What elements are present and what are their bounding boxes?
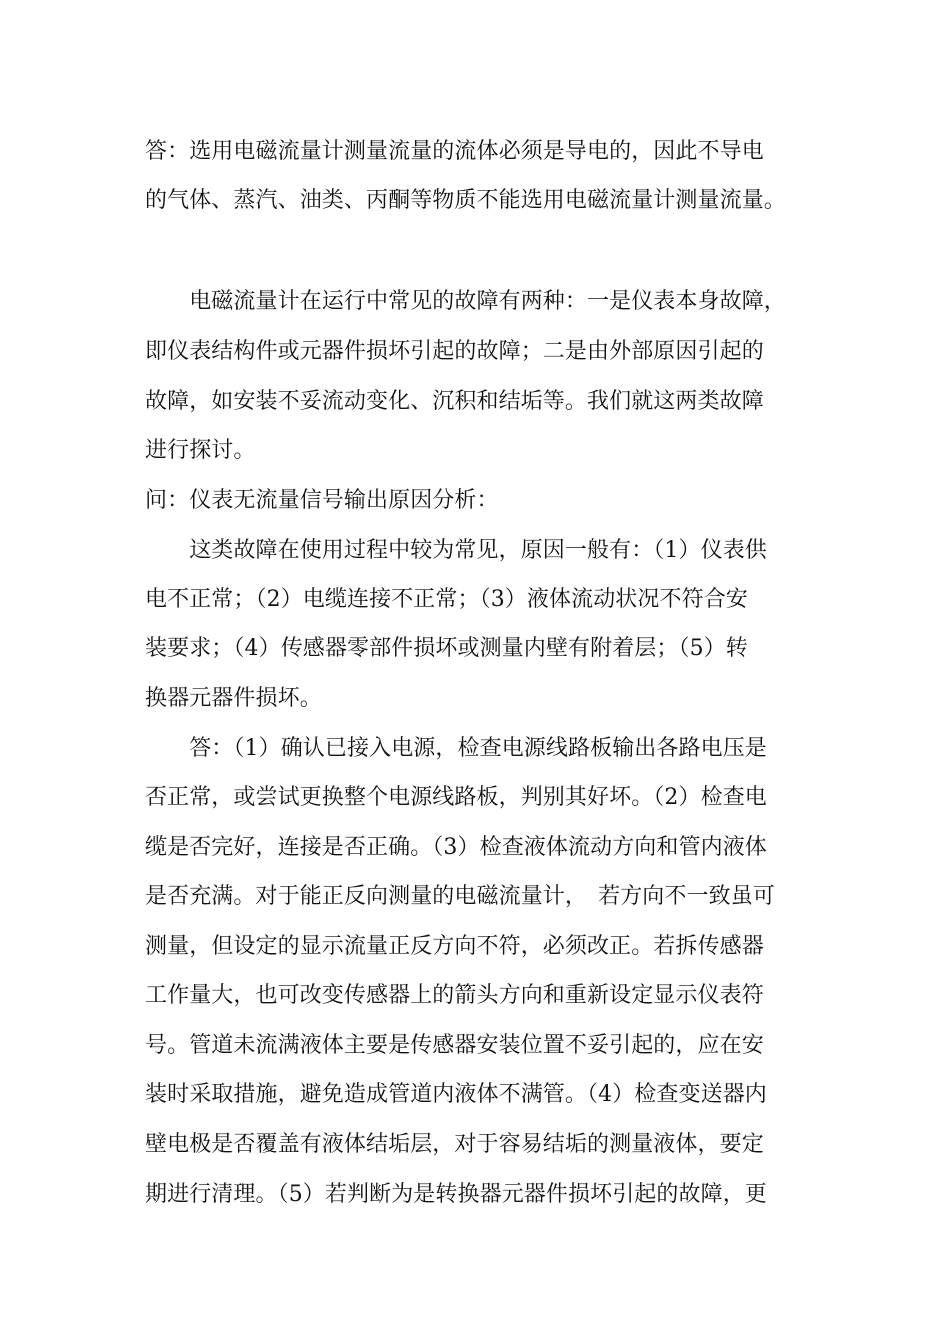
cause-paragraph-line-4: 换器元器件损坏。 — [145, 686, 322, 711]
solution-paragraph-line-5: 测量，但设定的显示流量正反方向不符，必须改正。若拆传感器 — [145, 934, 764, 959]
answer-line-2: 的气体、蒸汽、油类、丙酮等物质不能选用电磁流量计测量流量。 — [145, 188, 786, 213]
solution-paragraph-line-9: 壁电极是否覆盖有液体结垢层，对于容易结垢的测量液体，要定 — [145, 1132, 764, 1157]
intro-paragraph-line-1: 电磁流量计在运行中常见的故障有两种：一是仪表本身故障， — [145, 289, 786, 314]
solution-paragraph-line-6: 工作量大，也可改变传感器上的箭头方向和重新设定显示仪表符 — [145, 983, 764, 1008]
answer-line-1: 答：选用电磁流量计测量流量的流体必须是导电的，因此不导电 — [145, 139, 764, 164]
solution-paragraph-line-1: 答：（1）确认已接入电源，检查电源线路板输出各路电压是 — [145, 736, 767, 761]
cause-paragraph-line-1: 这类故障在使用过程中较为常见，原因一般有：（1）仪表供 — [145, 538, 767, 563]
intro-paragraph-line-4: 进行探讨。 — [145, 438, 256, 463]
solution-paragraph-line-4: 是否充满。对于能正反向测量的电磁流量计， 若方向不一致虽可 — [145, 884, 775, 909]
intro-paragraph-line-2: 即仪表结构件或元器件损坏引起的故障；二是由外部原因引起的 — [145, 339, 764, 364]
solution-paragraph-line-7: 号。管道未流满液体主要是传感器安装位置不妥引起的，应在安 — [145, 1033, 764, 1058]
question-heading: 问：仪表无流量信号输出原因分析： — [145, 488, 499, 513]
solution-paragraph-line-10: 期进行清理。（5）若判断为是转换器元器件损坏引起的故障，更 — [145, 1182, 767, 1207]
cause-paragraph-line-3: 装要求；（4）传感器零部件损坏或测量内壁有附着层；（5）转 — [145, 636, 748, 661]
solution-paragraph-line-3: 缆是否完好，连接是否正确。（3）检查液体流动方向和管内液体 — [145, 835, 767, 860]
solution-paragraph-line-2: 否正常，或尝试更换整个电源线路板，判别其好坏。（2）检查电 — [145, 785, 767, 810]
solution-paragraph-line-8: 装时采取措施，避免造成管道内液体不满管。（4）检查变送器内 — [145, 1082, 767, 1107]
cause-paragraph-line-2: 电不正常；（2）电缆连接不正常；（3）液体流动状况不符合安 — [145, 587, 748, 612]
intro-paragraph-line-3: 故障，如安装不妥流动变化、沉积和结垢等。我们就这两类故障 — [145, 389, 764, 414]
